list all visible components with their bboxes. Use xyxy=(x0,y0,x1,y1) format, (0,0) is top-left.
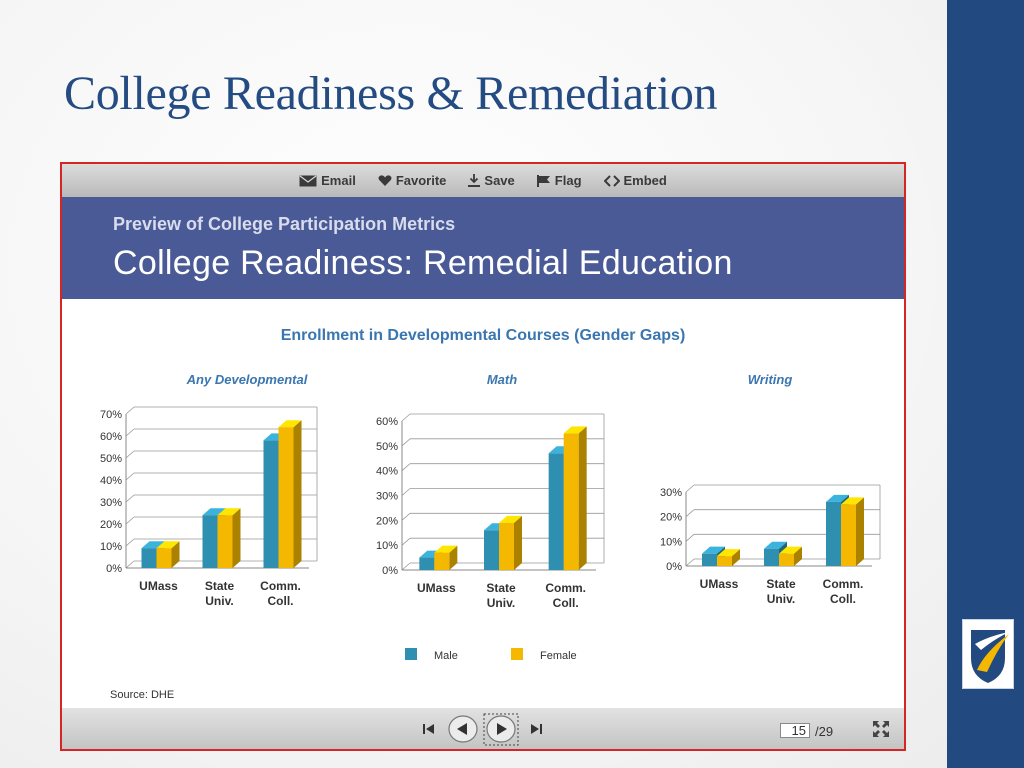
bar-female xyxy=(564,433,579,570)
y-tick-label: 30% xyxy=(659,487,682,499)
download-icon xyxy=(468,174,480,187)
bar-male xyxy=(826,502,841,566)
y-tick-label: 60% xyxy=(375,416,398,428)
bar-side xyxy=(233,508,241,568)
viewer-toolbar xyxy=(62,164,904,197)
banner-title: College Readiness: Remedial Education xyxy=(113,244,733,282)
fullscreen-icon[interactable] xyxy=(872,720,890,738)
gridline-depth xyxy=(126,539,134,546)
bar-female xyxy=(434,553,449,570)
next-page-button[interactable] xyxy=(483,713,519,746)
email-label: Email xyxy=(321,173,356,188)
gridline-depth xyxy=(126,517,134,524)
x-tick-label: UMass xyxy=(699,577,739,591)
institution-logo xyxy=(962,619,1014,689)
bar-male xyxy=(142,548,157,568)
y-tick-label: 20% xyxy=(659,511,682,524)
document-viewer xyxy=(60,162,906,751)
bar-side xyxy=(294,420,302,568)
bar-female xyxy=(779,554,794,566)
y-tick-label: 10% xyxy=(375,540,398,553)
bar-side xyxy=(579,426,587,570)
gridline-depth xyxy=(126,561,134,568)
bar-side xyxy=(856,497,864,566)
gridline-depth xyxy=(402,439,410,446)
bar-female xyxy=(157,548,172,568)
chart-panel xyxy=(62,300,904,708)
code-brackets-icon xyxy=(604,175,620,187)
flag-label: Flag xyxy=(554,173,582,188)
bar-female xyxy=(218,515,233,568)
bar-side xyxy=(514,516,522,570)
save-button[interactable] xyxy=(468,173,514,188)
last-page-icon[interactable] xyxy=(530,724,542,734)
chart-any-developmental xyxy=(100,372,317,608)
flag-icon xyxy=(537,175,551,187)
bar-female xyxy=(499,523,514,570)
bar-male xyxy=(264,440,279,568)
x-tick-label: Comm. Coll. xyxy=(822,577,864,606)
y-tick-label: 50% xyxy=(99,453,122,465)
bar-female xyxy=(717,556,732,566)
slide-banner xyxy=(62,197,904,299)
source-note: Source: DHE xyxy=(110,689,175,701)
x-tick-label: Comm. Coll. xyxy=(260,579,301,608)
legend-swatch-female xyxy=(511,648,523,660)
x-tick-label: State Univ. xyxy=(766,577,796,606)
y-tick-label: 20% xyxy=(375,515,398,528)
gridline-depth xyxy=(402,489,410,496)
y-tick-label: 40% xyxy=(99,475,122,487)
chart-math xyxy=(376,372,604,610)
email-button[interactable] xyxy=(299,173,356,188)
bar-male xyxy=(764,549,779,566)
gridline-depth xyxy=(402,464,410,471)
x-tick-label: State Univ. xyxy=(486,581,516,610)
y-tick-label: 70% xyxy=(99,409,122,421)
y-tick-label: 10% xyxy=(659,536,682,549)
y-tick-label: 0% xyxy=(106,563,122,575)
gridline-depth xyxy=(402,414,410,421)
gridline-depth xyxy=(686,510,694,517)
previous-page-button[interactable] xyxy=(447,714,479,744)
y-tick-label: 30% xyxy=(375,490,398,503)
page-number-input[interactable]: 15 xyxy=(780,723,810,738)
y-tick-label: 30% xyxy=(99,497,122,509)
chart-main-title: Enrollment in Developmental Courses (Gender Gaps) xyxy=(280,327,686,344)
y-tick-label: 60% xyxy=(99,431,122,443)
bar-female xyxy=(279,427,294,568)
gridline-depth xyxy=(402,563,410,570)
embed-label: Embed xyxy=(623,173,667,188)
chart-title: Writing xyxy=(747,372,793,387)
gridline-depth xyxy=(126,473,134,480)
y-tick-label: 0% xyxy=(382,565,398,577)
slide-title: College Readiness & Remediation xyxy=(64,67,718,120)
bar-male xyxy=(702,554,717,566)
gridline-depth xyxy=(126,429,134,436)
legend-swatch-male xyxy=(405,648,417,660)
save-label: Save xyxy=(484,173,515,188)
flag-button[interactable] xyxy=(537,173,582,188)
heart-icon xyxy=(378,175,392,187)
banner-subtitle: Preview of College Participation Metrics xyxy=(113,214,456,234)
x-tick-label: Comm. Coll. xyxy=(545,581,587,610)
gridline-depth xyxy=(126,495,134,502)
y-tick-label: 0% xyxy=(666,561,682,573)
gridline-depth xyxy=(402,513,410,520)
bar-male xyxy=(484,530,499,570)
chart-canvas xyxy=(62,300,904,708)
viewer-controls xyxy=(62,708,904,749)
y-tick-label: 10% xyxy=(99,541,122,553)
x-tick-label: UMass xyxy=(139,579,178,593)
chart-legend xyxy=(405,648,577,662)
gridline-depth xyxy=(686,559,694,566)
favorite-button[interactable] xyxy=(378,173,447,188)
y-tick-label: 50% xyxy=(375,440,398,453)
bar-male xyxy=(419,558,434,570)
embed-button[interactable] xyxy=(604,173,667,188)
legend-label-female: Female xyxy=(540,650,577,662)
bar-male xyxy=(549,453,564,570)
chart-title: Math xyxy=(486,372,518,387)
y-tick-label: 40% xyxy=(375,465,398,478)
page-total: /29 xyxy=(815,724,834,739)
bar-female xyxy=(841,504,856,566)
favorite-label: Favorite xyxy=(395,173,447,188)
first-page-icon[interactable] xyxy=(423,724,435,734)
bar-male xyxy=(203,515,218,568)
gridline-depth xyxy=(686,485,694,492)
gridline-depth xyxy=(686,534,694,541)
chart-title: Any Developmental xyxy=(186,372,308,387)
x-tick-label: State Univ. xyxy=(204,579,235,608)
gridline-depth xyxy=(402,538,410,545)
envelope-icon xyxy=(299,175,317,187)
legend-label-male: Male xyxy=(434,650,458,662)
chart-writing xyxy=(660,372,880,606)
x-tick-label: UMass xyxy=(416,581,456,595)
y-tick-label: 20% xyxy=(99,519,122,531)
gridline-depth xyxy=(126,451,134,458)
gridline-depth xyxy=(126,407,134,414)
